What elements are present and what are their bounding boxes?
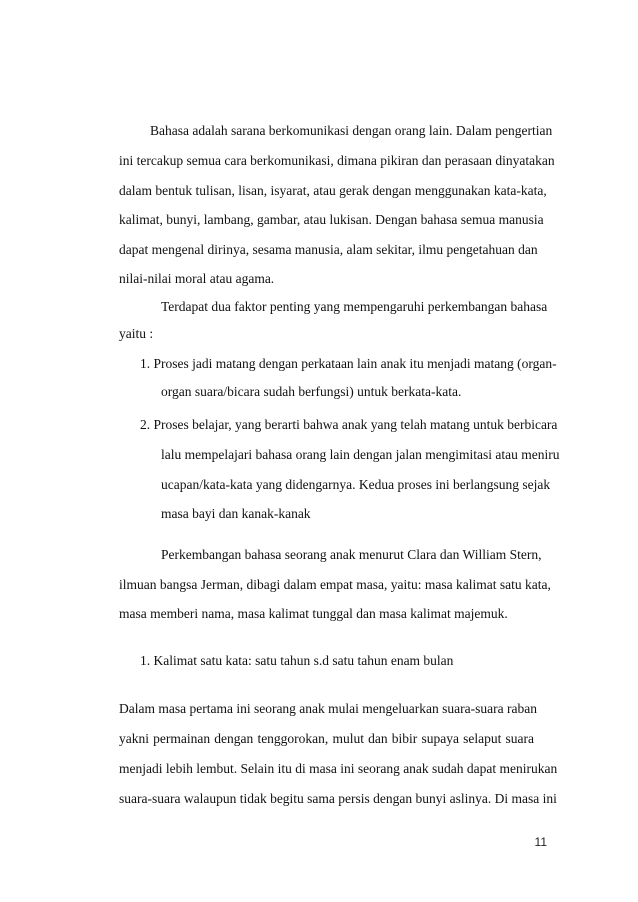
list-1-item-2-line-4: masa bayi dan kanak-kanak [161,506,311,521]
paragraph-3-line-2: ilmuan bangsa Jerman, dibagi dalam empat masa, yaitu: masa kalimat satu kata, [119,577,551,592]
list-1-item-1-line-1: 1. Proses jadi matang dengan perkataan lain anak itu menjadi matang (organ- [140,356,557,371]
paragraph-2-line-1: Terdapat dua faktor penting yang mempengaruhi perkembangan bahasa [161,299,548,314]
paragraph-4-line-2: yakni permainan dengan tenggorokan, mulut dan bibir supaya selaput suara [119,731,534,746]
page-number: 11 [534,835,547,849]
list-1-item-2-line-2: lalu mempelajari bahasa orang lain dengan jalan mengimitasi atau meniru [161,447,560,462]
paragraph-4-line-1: Dalam masa pertama ini seorang anak mulai mengeluarkan suara-suara raban [119,701,537,716]
paragraph-4-line-3: menjadi lebih lembut. Selain itu di masa ini seorang anak sudah dapat menirukan [119,761,558,776]
list-1-item-1-line-2: organ suara/bicara sudah berfungsi) untuk berkata-kata. [161,384,462,399]
paragraph-1-line-4: kalimat, bunyi, lambang, gambar, atau lukisan. Dengan bahasa semua manusia [119,212,544,227]
paragraph-3-line-3: masa memberi nama, masa kalimat tunggal dan masa kalimat majemuk. [119,606,508,621]
paragraph-1-line-3: dalam bentuk tulisan, lisan, isyarat, atau gerak dengan menggunakan kata-kata, [119,183,547,198]
paragraph-2-line-2: yaitu : [119,326,154,341]
list-1-item-2-line-1: 2. Proses belajar, yang berarti bahwa anak yang telah matang untuk berbicara [140,417,558,432]
paragraph-3-line-1: Perkembangan bahasa seorang anak menurut Clara dan William Stern, [161,547,542,562]
paragraph-1-line-1: Bahasa adalah sarana berkomunikasi dengan orang lain. Dalam pengertian [150,123,553,138]
paragraph-4-line-4: suara-suara walaupun tidak begitu sama persis dengan bunyi aslinya. Di masa ini [119,791,557,806]
list-2-item-1: 1. Kalimat satu kata: satu tahun s.d satu tahun enam bulan [140,653,454,668]
paragraph-1-line-5: dapat mengenal dirinya, sesama manusia, alam sekitar, ilmu pengetahuan dan [119,242,538,257]
list-1-item-2-line-3: ucapan/kata-kata yang didengarnya. Kedua proses ini berlangsung sejak [161,477,551,492]
paragraph-1-line-6: nilai-nilai moral atau agama. [119,271,275,286]
paragraph-1-line-2: ini tercakup semua cara berkomunikasi, dimana pikiran dan perasaan dinyatakan [119,153,555,168]
